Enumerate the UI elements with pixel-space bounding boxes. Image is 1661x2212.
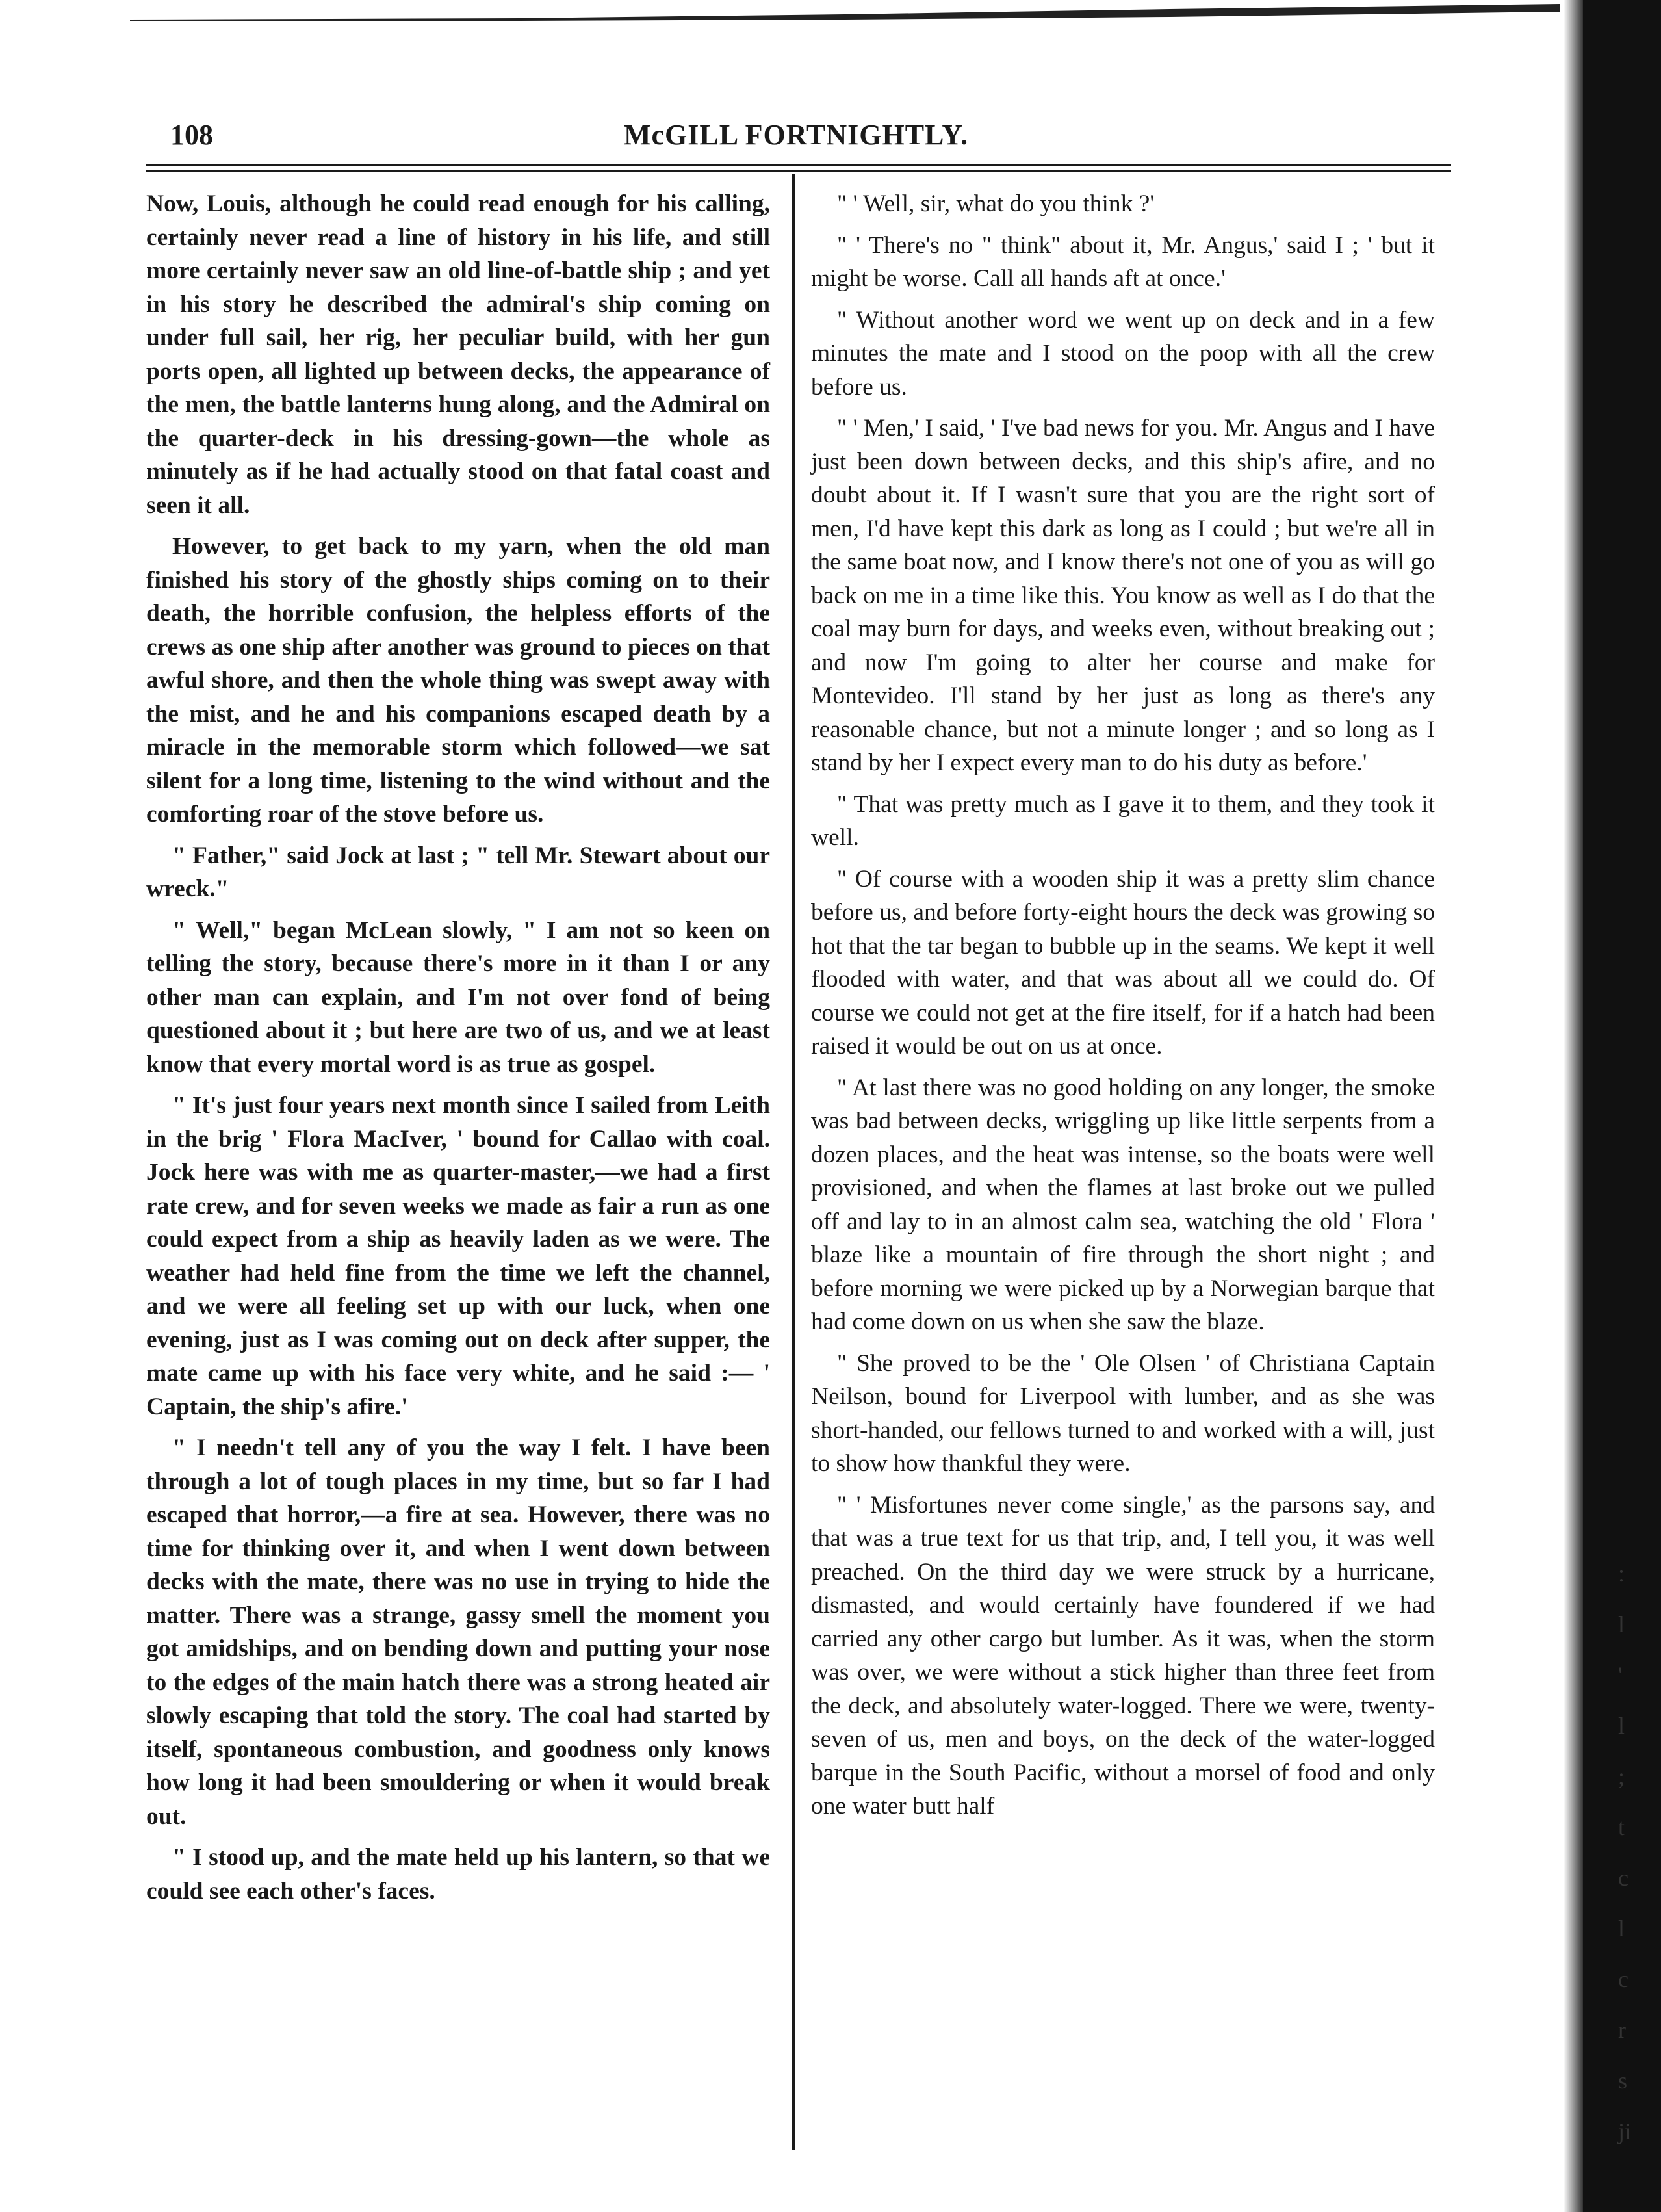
header-rule-thin (146, 170, 1451, 172)
paragraph: " It's just four years next month since I sailed from Leith in the brig ' Flora MacIver, ' bound for Callao with coal. Jock here was with me as quarter-master,—we had a first rate crew, and for seven weeks we made as fair a run as one could expect from a ship as heavily laden as we were. The weather had held fine from the time we left the channel, and we were all feeling set up with our luck, when one evening, just as I was coming out on deck after supper, the mate came up with his face very white, and he said :— ' Captain, the ship's afire.' (146, 1092, 770, 1420)
margin-fragment: c (1618, 1966, 1629, 1992)
paragraph: " At last there was no good holding on any longer, the smoke was bad between decks, wriggling up like little serpents from a dozen places, and the heat was intense, so the boats were well provisioned, and when the flames at last broke out we pulled off and lay to in an almost calm sea, watching the old ' Flora ' blaze like a mountain of fire through the short night ; and before morning we were picked up by a Norwegian barque that had come down on us when she saw the blaze. (811, 1074, 1435, 1335)
margin-fragment: : (1618, 1561, 1625, 1587)
margin-fragment: ji (1618, 2118, 1632, 2144)
paragraph: " ' Misfortunes never come single,' as the parsons say, and that was a true text for us that trip, and, I tell you, it was well preached. On the third day we were struck by a hurricane, dismasted, and would certainly have foundered if we had carried any other cargo but lumber. As it was, when the storm was over, we were without a stick higher than three feet from the deck, and absolutely water-logged. There we were, twenty-seven of us, men and boys, on the deck of the water-logged barque in the South Pacific, without a morsel of food and only one water butt half (811, 1491, 1435, 1819)
right-column (811, 187, 1435, 1831)
paragraph: " Well," began McLean slowly, " I am not so keen on telling the story, because there's more in it than I or any other man can explain, and I'm not over fond of being questioned about it ; but here are two of us, and we at least know that every mortal word is as true as gospel. (146, 917, 770, 1078)
margin-fragment: c (1618, 1865, 1629, 1891)
margin-fragment: r (1618, 2017, 1626, 2043)
facing-page-bleed (1618, 1560, 1644, 2168)
paragraph: " Father," said Jock at last ; " tell Mr. Stewart about our wreck." (146, 842, 770, 902)
margin-fragment: s (1618, 2068, 1628, 2094)
paragraph: " That was pretty much as I gave it to them, and they took it well. (811, 790, 1435, 851)
paragraph: Now, Louis, although he could read enough for his calling, certainly never read a line of history in his life, and still more certainly never saw an old line-of-battle ship ; and yet in his story he described the admiral's ship coming on under full sail, her rig, her peculiar build, with her gun ports open, all lighted up between decks, the appearance of the men, the battle lanterns hung along, and the Admiral on the quarter-deck in his dressing-gown—the whole as minutely as if he had actually stood on that fatal coast and seen it all. (146, 190, 770, 519)
margin-fragment: l (1618, 1916, 1625, 1942)
paragraph: " ' There's no " think" about it, Mr. Angus,' said I ; ' but it might be worse. Call all hands aft at once.' (811, 231, 1435, 292)
margin-fragment: t (1618, 1814, 1625, 1840)
paragraph: " Without another word we went up on deck and in a few minutes the mate and I stood on the poop with all the crew before us. (811, 306, 1435, 400)
paragraph: " ' Well, sir, what do you think ?' (837, 190, 1155, 217)
column-divider (792, 174, 795, 2150)
paragraph: " I needn't tell any of you the way I felt. I have been through a lot of tough places in my time, but so far I had escaped that horror,—a fire at sea. However, there was no time for thinking over it, and when I went down between decks with the mate, there was no use in trying to hide the matter. There was a strange, gassy smell the moment you got amidships, and on bending down and putting your nose to the edges of the main hatch there was a strong heated air slowly escaping that told the story. The coal had started by itself, spontaneous combustion, and goodness only knows how long it had been smouldering or when it would break out. (146, 1435, 770, 1830)
margin-fragment: l (1618, 1611, 1625, 1637)
paragraph: " ' Men,' I said, ' I've bad news for you. Mr. Angus and I have just been down between decks, and this ship's afire, and no doubt about it. If I wasn't sure that you are the right sort of men, I'd have kept this dark as long as I could ; but we're all in the same boat now, and I know there's not one of you as will go back on me in a time like this. You know as well as I do that the coal may burn for days, and weeks even, without breaking out ; and now I'm going to alter her course and make for Montevideo. I'll stand by her just as long as there's any reasonable chance, but not a minute longer ; and so long as I stand by her I expect every man to do his duty as before.' (811, 415, 1435, 776)
page-number: 108 (170, 119, 213, 151)
paragraph: However, to get back to my yarn, when the old man finished his story of the ghostly ships coming on to their death, the horrible confusion, the helpless efforts of the crews as one ship after another was ground to pieces on that awful shore, and then the whole thing was swept away with the mist, and he and his companions escaped death by a miracle in the memorable storm which followed—we sat silent for a long time, listening to the wind without and the comforting roar of the stove before us. (146, 533, 770, 827)
binding-shadow (1564, 0, 1583, 2212)
left-column (146, 187, 770, 1916)
paragraph: " Of course with a wooden ship it was a pretty slim chance before us, and before forty-eight hours the deck was growing so hot that the tar began to bubble up in the seams. We kept it well flooded with water, and that was about all we could do. Of course we could not get at the fire itself, for if a hatch had been raised it would be out on us at once. (811, 865, 1435, 1060)
header-rule (146, 164, 1451, 166)
margin-fragment: ; (1618, 1763, 1625, 1789)
running-head: McGILL FORTNIGHTLY. (624, 119, 969, 151)
paragraph: " She proved to be the ' Ole Olsen ' of Christiana Captain Neilson, bound for Liverpool with lumber, and as she was short-handed, our fellows turned to and worked with a will, just to show how thankful they were. (811, 1349, 1435, 1477)
margin-fragment: l (1618, 1713, 1625, 1739)
scan-top-edge (130, 0, 1560, 33)
paragraph: " I stood up, and the mate held up his lantern, so that we could see each other's faces. (146, 1844, 770, 1905)
margin-fragment: ' (1618, 1662, 1623, 1688)
